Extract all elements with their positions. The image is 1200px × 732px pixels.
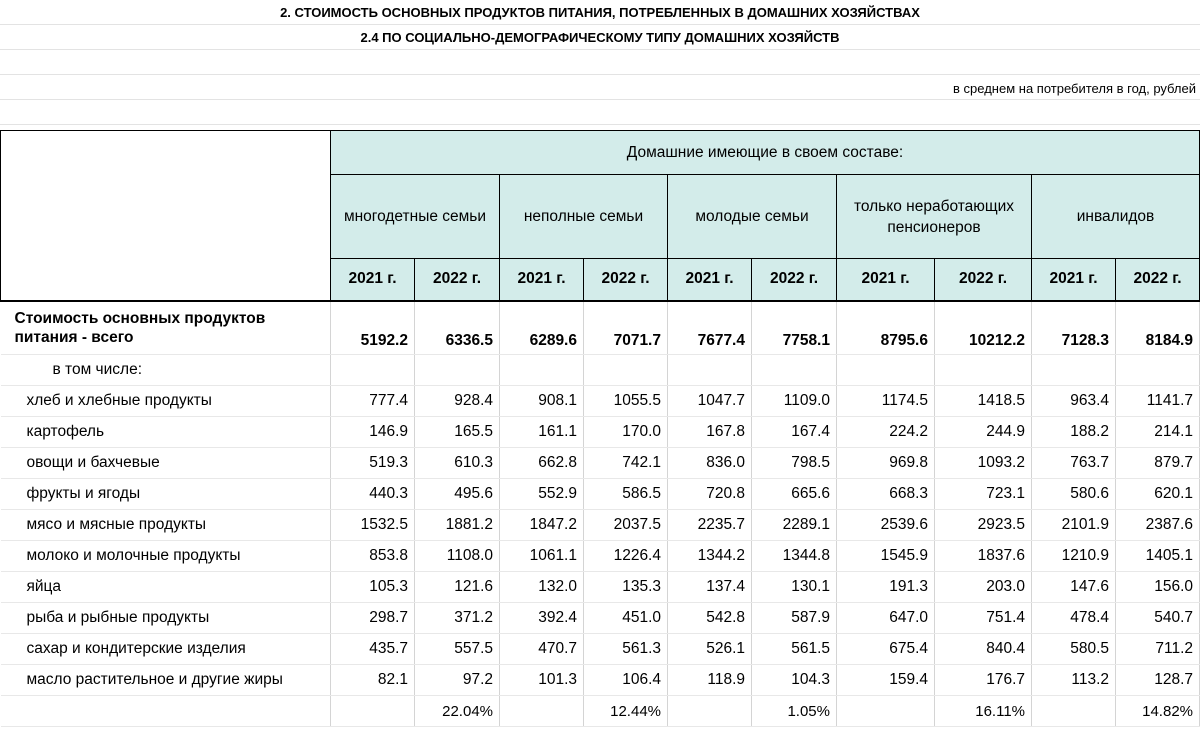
row-value: 2387.6 (1116, 510, 1200, 541)
data-table (0, 130, 1200, 727)
empty-cell (752, 355, 837, 386)
page-title: 2. СТОИМОСТЬ ОСНОВНЫХ ПРОДУКТОВ ПИТАНИЯ, ПОТРЕБЛЕННЫХ В ДОМАШНИХ ХОЗЯЙСТВАХ (280, 5, 920, 20)
row-value: 1109.0 (752, 386, 837, 417)
row-value: 1545.9 (837, 541, 935, 572)
row-value: 161.1 (500, 417, 584, 448)
row-value: 191.3 (837, 572, 935, 603)
row-value: 675.4 (837, 634, 935, 665)
row-value: 156.0 (1116, 572, 1200, 603)
table-row (1, 603, 1200, 634)
row-value: 371.2 (415, 603, 500, 634)
category-header: инвалидов (1032, 175, 1200, 259)
category-header: только неработающих пенсионеров (837, 175, 1032, 259)
row-value: 137.4 (668, 572, 752, 603)
row-label: рыба и рыбные продукты (1, 603, 331, 634)
row-value: 1093.2 (935, 448, 1032, 479)
row-value: 1881.2 (415, 510, 500, 541)
year-header: 2022 г. (752, 259, 837, 301)
unit-note: в среднем на потребителя в год, рублей (953, 81, 1196, 96)
row-label: картофель (1, 417, 331, 448)
empty-cell (668, 355, 752, 386)
empty-cell (837, 355, 935, 386)
row-value: 723.1 (935, 479, 1032, 510)
row-value: 167.4 (752, 417, 837, 448)
title-row-2 (0, 25, 1200, 50)
year-header: 2022 г. (1116, 259, 1200, 301)
row-value: 165.5 (415, 417, 500, 448)
empty-cell (935, 355, 1032, 386)
row-value: 561.3 (584, 634, 668, 665)
row-value: 1418.5 (935, 386, 1032, 417)
row-value: 586.5 (584, 479, 668, 510)
empty-cell (837, 696, 935, 727)
row-value: 170.0 (584, 417, 668, 448)
year-header: 2021 г. (331, 259, 415, 301)
row-value: 668.3 (837, 479, 935, 510)
empty-cell (1116, 355, 1200, 386)
growth-row (1, 696, 1200, 727)
year-header: 2022 г. (415, 259, 500, 301)
row-value: 1847.2 (500, 510, 584, 541)
row-value: 879.7 (1116, 448, 1200, 479)
total-value: 7677.4 (668, 301, 752, 355)
empty-cell (1, 696, 331, 727)
year-header: 2022 г. (584, 259, 668, 301)
year-header: 2022 г. (935, 259, 1032, 301)
row-value: 97.2 (415, 665, 500, 696)
row-value: 1055.5 (584, 386, 668, 417)
row-value: 969.8 (837, 448, 935, 479)
subheader-label: в том числе: (1, 355, 331, 386)
empty-cell (668, 696, 752, 727)
row-value: 542.8 (668, 603, 752, 634)
row-value: 118.9 (668, 665, 752, 696)
row-value: 298.7 (331, 603, 415, 634)
row-value: 495.6 (415, 479, 500, 510)
growth-value: 16.11% (935, 696, 1032, 727)
row-value: 662.8 (500, 448, 584, 479)
row-value: 540.7 (1116, 603, 1200, 634)
total-value: 8184.9 (1116, 301, 1200, 355)
row-value: 928.4 (415, 386, 500, 417)
row-value: 561.5 (752, 634, 837, 665)
row-value: 2037.5 (584, 510, 668, 541)
row-value: 620.1 (1116, 479, 1200, 510)
table-row (1, 634, 1200, 665)
row-value: 1344.2 (668, 541, 752, 572)
row-value: 1174.5 (837, 386, 935, 417)
row-value: 720.8 (668, 479, 752, 510)
row-value: 665.6 (752, 479, 837, 510)
row-value: 963.4 (1032, 386, 1116, 417)
row-value: 580.5 (1032, 634, 1116, 665)
row-value: 121.6 (415, 572, 500, 603)
row-label: молоко и молочные продукты (1, 541, 331, 572)
row-value: 2923.5 (935, 510, 1032, 541)
row-value: 647.0 (837, 603, 935, 634)
category-header: неполные семьи (500, 175, 668, 259)
row-value: 135.3 (584, 572, 668, 603)
group-header-row (1, 131, 1200, 175)
row-value: 1047.7 (668, 386, 752, 417)
row-value: 1837.6 (935, 541, 1032, 572)
table-row (1, 448, 1200, 479)
year-header: 2021 г. (1032, 259, 1116, 301)
row-label: сахар и кондитерские изделия (1, 634, 331, 665)
row-value: 224.2 (837, 417, 935, 448)
total-value: 8795.6 (837, 301, 935, 355)
row-value: 440.3 (331, 479, 415, 510)
label-header-cell (1, 131, 331, 301)
empty-cell (1032, 696, 1116, 727)
total-value: 7071.7 (584, 301, 668, 355)
total-row (1, 301, 1200, 355)
row-value: 147.6 (1032, 572, 1116, 603)
row-value: 711.2 (1116, 634, 1200, 665)
table-row (1, 541, 1200, 572)
empty-cell (331, 696, 415, 727)
row-value: 2289.1 (752, 510, 837, 541)
row-value: 1141.7 (1116, 386, 1200, 417)
total-value: 6289.6 (500, 301, 584, 355)
row-value: 853.8 (331, 541, 415, 572)
row-label: хлеб и хлебные продукты (1, 386, 331, 417)
row-value: 836.0 (668, 448, 752, 479)
row-value: 105.3 (331, 572, 415, 603)
row-value: 908.1 (500, 386, 584, 417)
row-value: 1405.1 (1116, 541, 1200, 572)
row-value: 146.9 (331, 417, 415, 448)
row-label: овощи и бахчевые (1, 448, 331, 479)
row-label: масло растительное и другие жиры (1, 665, 331, 696)
row-value: 2101.9 (1032, 510, 1116, 541)
row-value: 132.0 (500, 572, 584, 603)
row-value: 244.9 (935, 417, 1032, 448)
row-value: 751.4 (935, 603, 1032, 634)
page-subtitle: 2.4 ПО СОЦИАЛЬНО-ДЕМОГРАФИЧЕСКОМУ ТИПУ ДОМАШНИХ ХОЗЯЙСТВ (360, 30, 840, 45)
row-value: 2235.7 (668, 510, 752, 541)
row-value: 106.4 (584, 665, 668, 696)
empty-row (0, 100, 1200, 125)
sheet-header (0, 0, 1200, 125)
row-value: 101.3 (500, 665, 584, 696)
row-value: 1210.9 (1032, 541, 1116, 572)
total-label: Стоимость основных продуктов питания - всего (1, 301, 331, 355)
row-value: 798.5 (752, 448, 837, 479)
table-row (1, 479, 1200, 510)
row-value: 580.6 (1032, 479, 1116, 510)
row-value: 203.0 (935, 572, 1032, 603)
row-value: 1226.4 (584, 541, 668, 572)
growth-value: 22.04% (415, 696, 500, 727)
row-value: 435.7 (331, 634, 415, 665)
title-row-1 (0, 0, 1200, 25)
row-value: 159.4 (837, 665, 935, 696)
row-value: 1061.1 (500, 541, 584, 572)
row-value: 840.4 (935, 634, 1032, 665)
row-value: 763.7 (1032, 448, 1116, 479)
table-row (1, 510, 1200, 541)
row-value: 451.0 (584, 603, 668, 634)
year-header: 2021 г. (837, 259, 935, 301)
row-value: 1532.5 (331, 510, 415, 541)
empty-cell (500, 355, 584, 386)
total-value: 7128.3 (1032, 301, 1116, 355)
growth-value: 12.44% (584, 696, 668, 727)
year-header: 2021 г. (668, 259, 752, 301)
total-value: 7758.1 (752, 301, 837, 355)
empty-cell (500, 696, 584, 727)
empty-cell (584, 355, 668, 386)
empty-cell (331, 355, 415, 386)
total-value: 6336.5 (415, 301, 500, 355)
empty-cell (415, 355, 500, 386)
row-value: 478.4 (1032, 603, 1116, 634)
row-value: 176.7 (935, 665, 1032, 696)
growth-value: 1.05% (752, 696, 837, 727)
growth-value: 14.82% (1116, 696, 1200, 727)
row-value: 1344.8 (752, 541, 837, 572)
row-value: 104.3 (752, 665, 837, 696)
row-value: 610.3 (415, 448, 500, 479)
row-value: 130.1 (752, 572, 837, 603)
table-row (1, 665, 1200, 696)
row-value: 2539.6 (837, 510, 935, 541)
row-value: 526.1 (668, 634, 752, 665)
total-value: 10212.2 (935, 301, 1032, 355)
row-value: 214.1 (1116, 417, 1200, 448)
row-value: 552.9 (500, 479, 584, 510)
row-label: фрукты и ягоды (1, 479, 331, 510)
row-value: 470.7 (500, 634, 584, 665)
empty-row (0, 50, 1200, 75)
row-value: 587.9 (752, 603, 837, 634)
row-label: яйца (1, 572, 331, 603)
table-row (1, 572, 1200, 603)
row-value: 188.2 (1032, 417, 1116, 448)
row-value: 113.2 (1032, 665, 1116, 696)
row-value: 82.1 (331, 665, 415, 696)
row-value: 1108.0 (415, 541, 500, 572)
table-row (1, 417, 1200, 448)
row-value: 128.7 (1116, 665, 1200, 696)
empty-cell (1032, 355, 1116, 386)
category-header: молодые семьи (668, 175, 837, 259)
row-value: 742.1 (584, 448, 668, 479)
row-value: 392.4 (500, 603, 584, 634)
row-label: мясо и мясные продукты (1, 510, 331, 541)
total-value: 5192.2 (331, 301, 415, 355)
group-header: Домашние имеющие в своем составе: (331, 131, 1200, 175)
row-value: 777.4 (331, 386, 415, 417)
unit-row (0, 75, 1200, 100)
row-value: 167.8 (668, 417, 752, 448)
row-value: 519.3 (331, 448, 415, 479)
table-row (1, 386, 1200, 417)
row-value: 557.5 (415, 634, 500, 665)
subheader-row (1, 355, 1200, 386)
category-header: многодетные семьи (331, 175, 500, 259)
year-header: 2021 г. (500, 259, 584, 301)
